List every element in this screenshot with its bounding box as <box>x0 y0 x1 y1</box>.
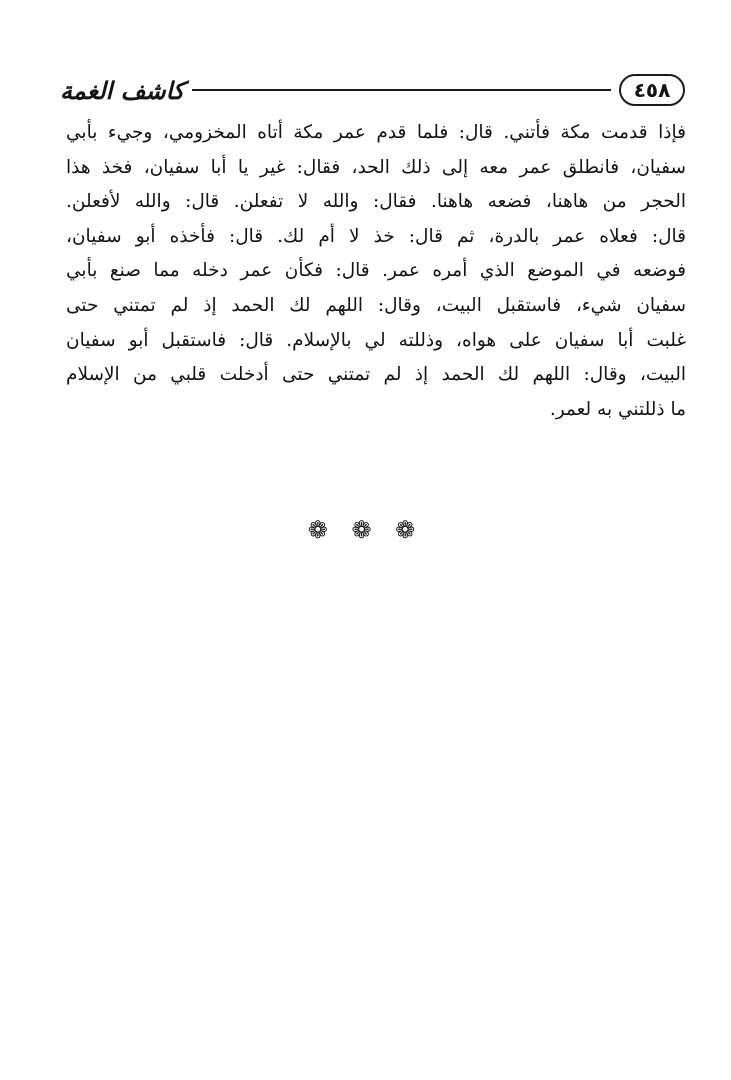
text-line: قال: فعلاه عمر بالدرة، ثم قال: خذ لا أم لك. قال: فأخذه أبو سفيان، <box>66 225 686 247</box>
page-number: ٤٥٨ <box>619 74 685 106</box>
text-line: فإذا قدمت مكة فأتني. قال: فلما قدم عمر مكة أتاه المخزومي، وجيء بأبي <box>66 122 686 143</box>
body-text <box>66 116 686 427</box>
section-ornament: ❁ ❁ ❁ <box>307 516 424 544</box>
text-line: ما ذللتني به لعمر. <box>549 398 686 420</box>
text-line: فوضعه في الموضع الذي أمره عمر. قال: فكأن عمر دخله مما صنع بأبي <box>66 260 686 282</box>
text-line: البيت، وقال: اللهم لك الحمد إذ لم تمتني حتى أدخلت قلبي من الإسلام <box>66 364 686 386</box>
text-line: غلبت أبا سفيان على هواه، وذللته لي بالإسلام. قال: فاستقبل أبو سفيان <box>66 329 686 351</box>
text-line: الحجر من هاهنا، فضعه هاهنا. فقال: والله لا تفعلن. قال: والله لأفعلن. <box>66 191 686 213</box>
page-header <box>60 70 685 110</box>
text-line: سفيان شيء، فاستقبل البيت، وقال: اللهم لك الحمد إذ لم تمتني حتى <box>66 294 686 316</box>
book-title: كاشف الغمة <box>60 75 185 105</box>
text-line: سفيان، فانطلق عمر معه إلى ذلك الحد، فقال: غير يا أبا سفيان، فخذ هذا <box>66 156 686 178</box>
header-rule <box>192 89 611 91</box>
